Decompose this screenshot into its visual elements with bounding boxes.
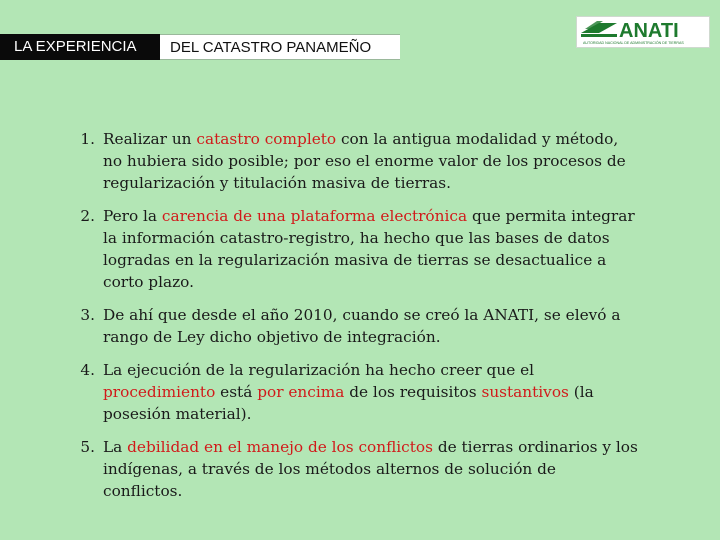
list-item-number: 1. (80, 130, 95, 148)
list-item-text (103, 436, 640, 502)
anati-logo-icon (577, 17, 709, 47)
body-text: La ejecución de la regularización ha hecho creer que el (103, 361, 535, 379)
list-item (70, 128, 640, 194)
header-title-right: DEL CATASTRO PANAMEÑO (160, 34, 400, 60)
list-item-text (103, 128, 640, 194)
header-title-left: LA EXPERIENCIA (0, 34, 160, 60)
slide-header (0, 34, 400, 60)
body-text: está (215, 383, 258, 401)
highlighted-text: sustantivos (481, 383, 569, 401)
highlighted-text: catastro completo (196, 130, 337, 148)
list-item-number: 3. (80, 306, 95, 324)
body-text: La (103, 438, 128, 456)
list-item (70, 205, 640, 293)
list-item-text (103, 205, 640, 293)
list-item (70, 436, 640, 502)
body-text: que permita integrar la información catastro-registro, ha hecho que las bases de datos logradas en la regularización masiva de tierras se desactualice a corto plazo. (103, 207, 635, 291)
list-item-text (103, 304, 640, 348)
anati-logo (576, 16, 710, 48)
body-text: Pero la (103, 207, 162, 225)
list-item-number: 5. (80, 438, 95, 456)
logo-tagline: AUTORIDAD NACIONAL DE ADMINISTRACIÓN DE TIERRAS (583, 41, 684, 45)
content-list (70, 128, 640, 513)
list-item-number: 4. (80, 361, 95, 379)
body-text: de los requisitos (344, 383, 482, 401)
highlighted-text: debilidad en el manejo de los conflictos (127, 438, 433, 456)
list-item-number: 2. (80, 207, 95, 225)
body-text: (la posesión material). (103, 383, 594, 423)
body-text: de tierras ordinarios y los indígenas, a través de los métodos alternos de solución de conflictos. (103, 438, 638, 500)
list-item (70, 304, 640, 348)
logo-wordmark: ANATI (619, 20, 679, 42)
highlighted-text: carencia de una plataforma electrónica (161, 207, 468, 225)
body-text: De ahí que desde el año 2010, cuando se creó la ANATI, se elevó a rango de Ley dicho objetivo de integración. (103, 306, 621, 346)
highlighted-text: por encima (257, 383, 345, 401)
list-item (70, 359, 640, 425)
highlighted-text: procedimiento (103, 383, 216, 401)
list-item-text (103, 359, 640, 425)
body-text: Realizar un (103, 130, 197, 148)
body-text: con la antigua modalidad y método, no hubiera sido posible; por eso el enorme valor de los procesos de regularización y titulación masiva de tierras. (103, 130, 626, 192)
